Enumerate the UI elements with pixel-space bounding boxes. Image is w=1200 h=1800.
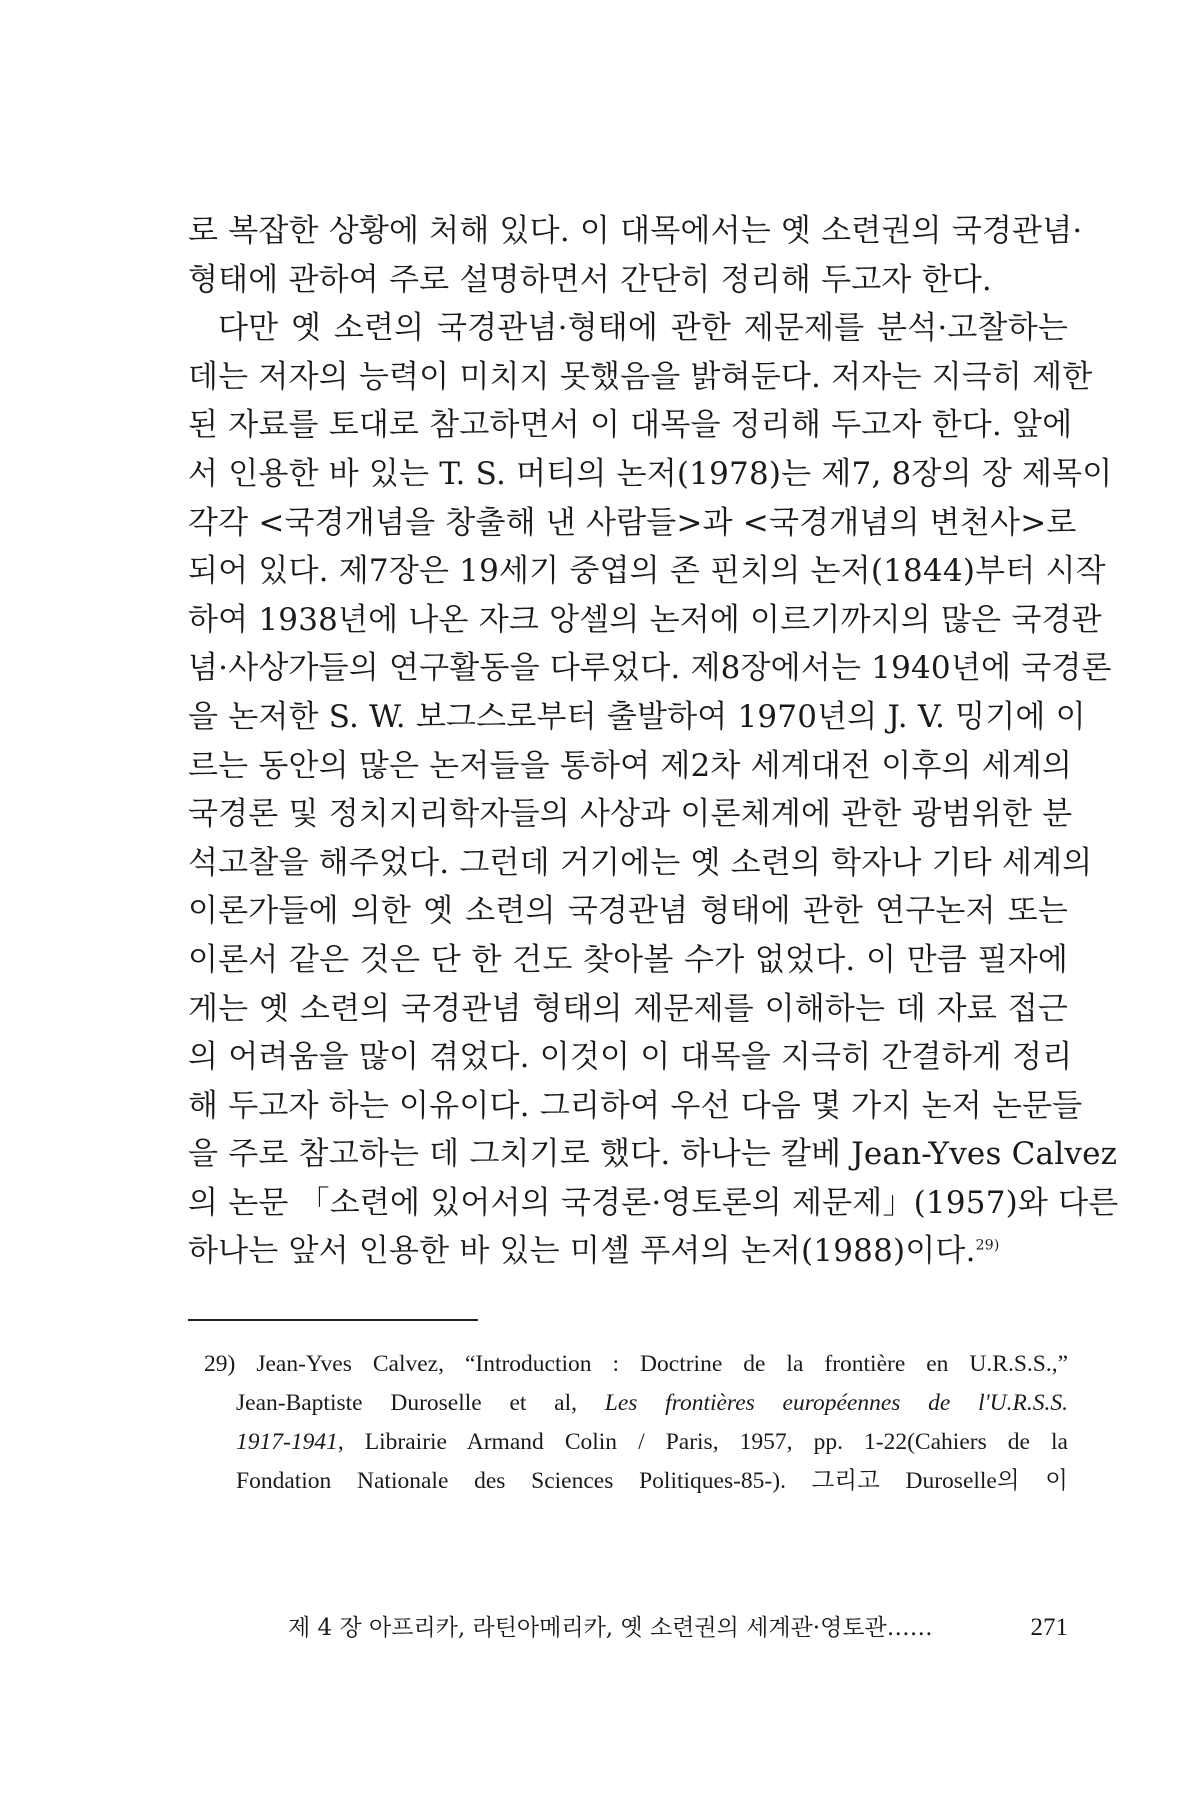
text-line: 의 논문 「소련에 있어서의 국경론·영토론의 제문제」(1957)와 다른 <box>188 1184 1119 1221</box>
text-line-content: 하나는 앞서 인용한 바 있는 미셸 푸셔의 논저(1988)이다. <box>188 1233 976 1270</box>
footnote-line <box>188 1462 1068 1501</box>
text-line: 을 논저한 S. W. 보그스로부터 출발하여 1970년의 J. V. 밍기에 이 <box>188 698 1086 735</box>
text-line: 게는 옛 소련의 국경관념 형태의 제문제를 이해하는 데 자료 접근 <box>188 990 1068 1027</box>
text-line: 되어 있다. 제7장은 19세기 중엽의 존 핀치의 논저(1844)부터 시작 <box>188 553 1106 590</box>
text-line: 의 어려움을 많이 겪었다. 이것이 이 대목을 지극히 간결하게 정리 <box>188 1039 1073 1076</box>
text-line: 된 자료를 토대로 참고하면서 이 대목을 정리해 두고자 한다. 앞에 <box>188 407 1073 444</box>
footnote-line <box>188 1423 1068 1462</box>
footnote-text: Jean-Baptiste Duroselle et al, <box>236 1390 605 1416</box>
text-line: 로 복잡한 상황에 처해 있다. 이 대목에서는 옛 소련권의 국경관념· <box>188 213 1083 249</box>
footnote-book-title: Les frontières européennes de l'U.R.S.S. <box>604 1390 1068 1416</box>
page-number: 271 <box>1030 1614 1068 1641</box>
text-line: 해 두고자 하는 이유이다. 그리하여 우선 다음 몇 가지 논저 논문들 <box>188 1087 1083 1124</box>
footnote-text: Fondation Nationale des Sciences Politiques-85-). 그리고 Duroselle의 이 <box>236 1468 1068 1494</box>
footnote-line <box>188 1384 1068 1423</box>
body-text <box>188 207 1119 1276</box>
text-line: 석고찰을 해주었다. 그런데 거기에는 옛 소련의 학자나 기타 세계의 <box>188 844 1093 881</box>
footnote-reference[interactable]: 29) <box>975 1238 1000 1255</box>
text-line: 이론가들에 의한 옛 소련의 국경관념 형태에 관한 연구논저 또는 <box>188 893 1068 930</box>
page-footer <box>288 1608 1068 1648</box>
text-line: 다만 옛 소련의 국경관념·형태에 관한 제문제를 분석·고찰하는 <box>218 310 1068 347</box>
footnote-text: , Librairie Armand Colin / Paris, 1957, pp. 1-22(Cahiers de la <box>337 1429 1068 1455</box>
running-head: 제 4 장 아프리카, 라틴아메리카, 옛 소련권의 세계관·영토관…… <box>288 1615 933 1641</box>
footnote-number: 29) <box>204 1351 236 1377</box>
footnote-29 <box>188 1345 1068 1501</box>
text-line-last <box>188 1227 1068 1276</box>
footnote-divider <box>188 1319 478 1321</box>
footnote-book-years: 1917-1941 <box>236 1429 338 1455</box>
text-line: 데는 저자의 능력이 미치지 못했음을 밝혀둔다. 저자는 지극히 제한 <box>188 358 1093 395</box>
footnote-line <box>188 1345 1068 1384</box>
text-line: 념·사상가들의 연구활동을 다루었다. 제8장에서는 1940년에 국경론 <box>188 650 1112 687</box>
text-line: 각각 <국경개념을 창출해 낸 사람들>과 <국경개념의 변천사>로 <box>188 504 1077 541</box>
text-line: 형태에 관하여 주로 설명하면서 간단히 정리해 두고자 한다. <box>188 261 992 298</box>
footnote-text: Jean-Yves Calvez, “Introduction : Doctrine de la frontière en U.R.S.S.,” <box>256 1351 1069 1377</box>
text-line: 국경론 및 정치지리학자들의 사상과 이론체계에 관한 광범위한 분 <box>188 796 1073 833</box>
text-line: 이론서 같은 것은 단 한 건도 찾아볼 수가 없었다. 이 만큼 필자에 <box>188 941 1068 978</box>
text-line: 서 인용한 바 있는 T. S. 머티의 논저(1978)는 제7, 8장의 장 제목이 <box>188 455 1113 492</box>
text-line: 하여 1938년에 나온 자크 앙셀의 논저에 이르기까지의 많은 국경관 <box>188 601 1102 638</box>
text-line: 을 주로 참고하는 데 그치기로 했다. 하나는 칼베 Jean-Yves Calvez <box>188 1136 1118 1173</box>
text-line: 르는 동안의 많은 논저들을 통하여 제2차 세계대전 이후의 세계의 <box>188 747 1073 784</box>
